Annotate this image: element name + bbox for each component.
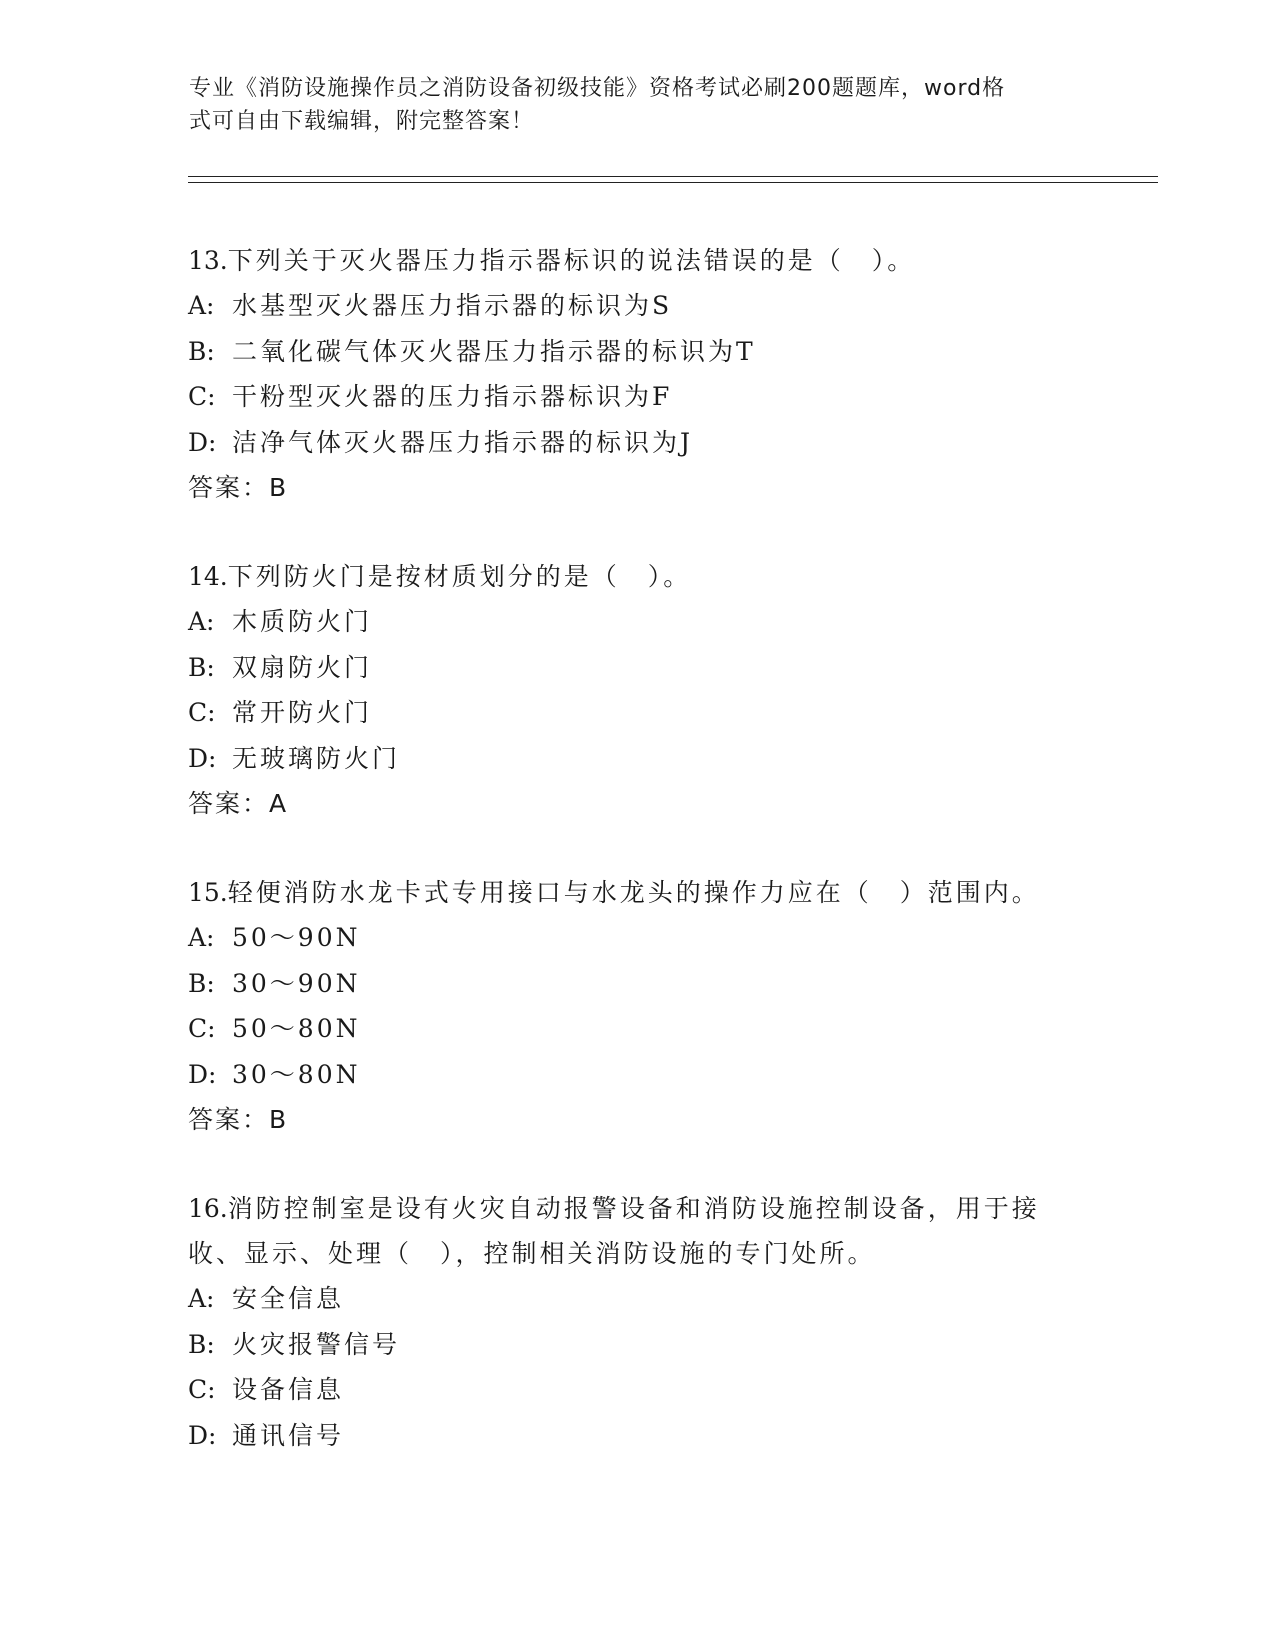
answer-line: 答案：B: [188, 1105, 289, 1134]
option-d: [188, 1413, 1088, 1459]
option-letter: B:: [188, 652, 215, 682]
option-letter: B:: [188, 1329, 215, 1359]
option-a: [188, 599, 1088, 645]
question-13: [188, 238, 1088, 510]
option-letter: D:: [188, 427, 217, 457]
option-text: 双扇防火门: [232, 652, 373, 682]
option-d: [188, 420, 1088, 466]
option-text: 洁净气体灭火器压力指示器的标识为J: [232, 427, 694, 457]
option-d: [188, 736, 1088, 782]
option-text: 30～80N: [232, 1059, 361, 1089]
question-number: 15.: [188, 878, 228, 907]
document-header: [189, 72, 1069, 138]
option-b: [188, 645, 1088, 691]
option-text: 二氧化碳气体灭火器压力指示器的标识为T: [232, 336, 756, 366]
option-b: [188, 961, 1088, 1007]
option-letter: A:: [188, 923, 215, 952]
option-letter: C:: [188, 1375, 216, 1404]
question-text: 轻便消防水龙卡式专用接口与水龙头的操作力应在（ ）范围内。: [227, 878, 1040, 907]
option-letter: C:: [188, 698, 216, 727]
question-list: [188, 238, 1088, 1502]
question-number: 13.: [188, 246, 228, 275]
option-letter: A:: [188, 291, 215, 320]
option-text: 干粉型灭火器的压力指示器标识为F: [232, 382, 673, 411]
option-letter: A:: [188, 1284, 215, 1313]
header-line-1: 专业《消防设施操作员之消防设备初级技能》资格考试必刷200题题库，word格: [189, 76, 1006, 101]
option-letter: D:: [188, 1420, 217, 1450]
option-text: 通讯信号: [232, 1420, 345, 1450]
question-16: [188, 1186, 1088, 1458]
header-divider-top: [188, 176, 1158, 177]
option-text: 设备信息: [232, 1375, 345, 1404]
header-line-2: 式可自由下载编辑，附完整答案！: [189, 109, 535, 134]
option-letter: D:: [188, 1059, 217, 1089]
option-c: [188, 374, 1088, 420]
option-letter: B:: [188, 336, 215, 366]
header-divider-bottom: [188, 182, 1158, 183]
question-number: 16.: [188, 1194, 228, 1223]
question-stem: [188, 554, 1088, 599]
question-stem: [188, 1186, 1088, 1276]
option-letter: B:: [188, 968, 215, 998]
option-text: 50～90N: [232, 923, 361, 952]
option-text: 无玻璃防火门: [232, 743, 401, 773]
option-a: [188, 283, 1088, 329]
question-text: 下列关于灭火器压力指示器标识的说法错误的是（ ）。: [227, 246, 916, 275]
question-stem: [188, 870, 1088, 915]
option-letter: A:: [188, 607, 215, 636]
answer-line: 答案：A: [188, 789, 289, 818]
option-c: [188, 1006, 1088, 1052]
answer-line: 答案：B: [188, 473, 289, 502]
option-text: 安全信息: [232, 1284, 345, 1313]
option-text: 火灾报警信号: [232, 1329, 401, 1359]
question-text: 消防控制室是设有火灾自动报警设备和消防设施控制设备，用于接收、显示、处理（ ），控制相关消防设施的专门处所。: [188, 1194, 1040, 1268]
question-15: [188, 870, 1088, 1142]
question-text: 下列防火门是按材质划分的是（ ）。: [227, 562, 692, 591]
option-b: [188, 329, 1088, 375]
option-text: 木质防火门: [232, 607, 373, 636]
option-c: [188, 690, 1088, 736]
option-c: [188, 1367, 1088, 1413]
option-letter: C:: [188, 382, 216, 411]
option-letter: C:: [188, 1014, 216, 1043]
option-letter: D:: [188, 743, 217, 773]
option-a: [188, 915, 1088, 961]
option-text: 水基型灭火器压力指示器的标识为S: [232, 291, 673, 320]
option-b: [188, 1322, 1088, 1368]
question-14: [188, 554, 1088, 826]
question-number: 14.: [188, 562, 228, 591]
option-text: 50～80N: [232, 1014, 361, 1043]
option-text: 常开防火门: [232, 698, 373, 727]
option-text: 30～90N: [232, 968, 361, 998]
question-stem: [188, 238, 1088, 283]
option-d: [188, 1052, 1088, 1098]
option-a: [188, 1276, 1088, 1322]
